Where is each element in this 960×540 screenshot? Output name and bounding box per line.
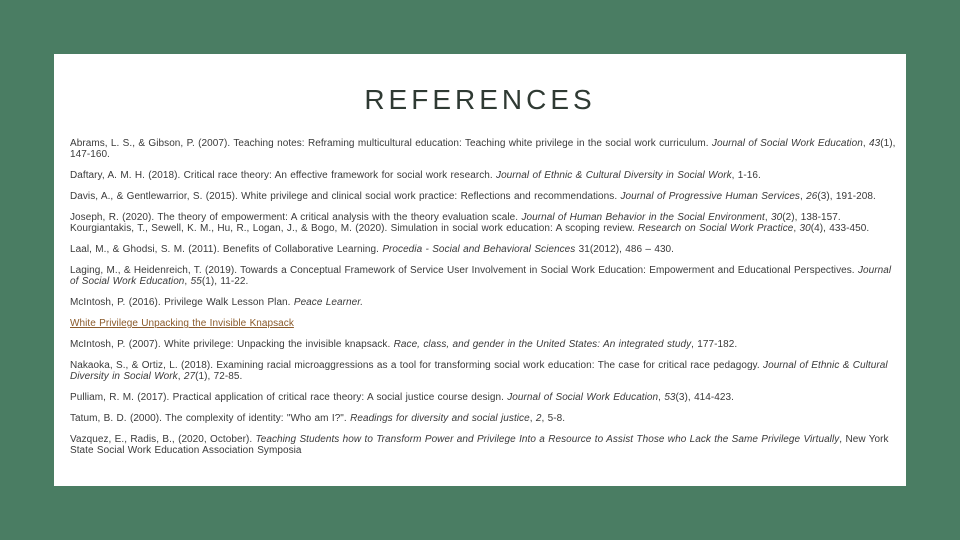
reference-item-laging: Laging, M., & Heidenreich, T. (2019). Towards a Conceptual Framework of Service User Involvement in Social Work Education: Empowerment and Educational Perspectives. Journal of Social Work Education, 55(1), 11-22. (70, 265, 892, 287)
reference-item-joseph: Joseph, R. (2020). The theory of empowerment: A critical analysis with the theory evaluation scale. Journal of Human Behavior in the Social Environment, 30(2), 138-157. (70, 212, 841, 223)
reference-item-tatum: Tatum, B. D. (2000). The complexity of identity: "Who am I?". Readings for diversity and social justice, 2, 5-8. (70, 413, 566, 424)
reference-link-item (70, 318, 900, 329)
knapsack-link[interactable]: White Privilege Unpacking the Invisible Knapsack (70, 318, 294, 329)
reference-item-mcintosh-2007: McIntosh, P. (2007). White privilege: Unpacking the invisible knapsack. Race, class, and gender in the United States: An integrated study, 177-182. (70, 339, 738, 350)
reference-list (70, 138, 900, 466)
reference-item-mcintosh-2016: McIntosh, P. (2016). Privilege Walk Lesson Plan. Peace Learner. (70, 297, 364, 308)
reference-item-vazquez: Vazquez, E., Radis, B., (2020, October). Teaching Students how to Transform Power and Privilege Into a Resource to Assist Those who Lack the Same Privilege Virtually, New York State Social Work Education Association Symposia (70, 434, 889, 456)
reference-item-daftary: Daftary, A. M. H. (2018). Critical race theory: An effective framework for social work research. Journal of Ethnic & Cultural Diversity in Social Work, 1-16. (70, 170, 761, 181)
reference-item-nakaoka: Nakaoka, S., & Ortiz, L. (2018). Examining racial microaggressions as a tool for transforming social work education: The case for critical race pedagogy. Journal of Ethnic & Cultural Diversity in Social Work, 27(1), 72-85. (70, 360, 888, 382)
reference-item-laal: Laal, M., & Ghodsi, S. M. (2011). Benefits of Collaborative Learning. Procedia - Social and Behavioral Sciences 31(2012), 486 – 430. (70, 244, 674, 255)
reference-item-kourgiantakis: Kourgiantakis, T., Sewell, K. M., Hu, R., Logan, J., & Bogo, M. (2020). Simulation in social work education: A scoping review. Research on Social Work Practice, 30(4), 433-450. (70, 223, 870, 234)
page-title: REFERENCES (364, 84, 596, 115)
slide-panel (54, 54, 906, 486)
reference-item-davis: Davis, A., & Gentlewarrior, S. (2015). White privilege and clinical social work practice: Reflections and recommendations. Journal of Progressive Human Services, 26(3), 191-208. (70, 191, 876, 202)
reference-item-abrams: Abrams, L. S., & Gibson, P. (2007). Teaching notes: Reframing multicultural education: Teaching white privilege in the social work curriculum. Journal of Social Work Education, 43(1), 147-160. (70, 138, 896, 160)
reference-item-pulliam: Pulliam, R. M. (2017). Practical application of critical race theory: A social justice course design. Journal of Social Work Education, 53(3), 414-423. (70, 392, 734, 403)
